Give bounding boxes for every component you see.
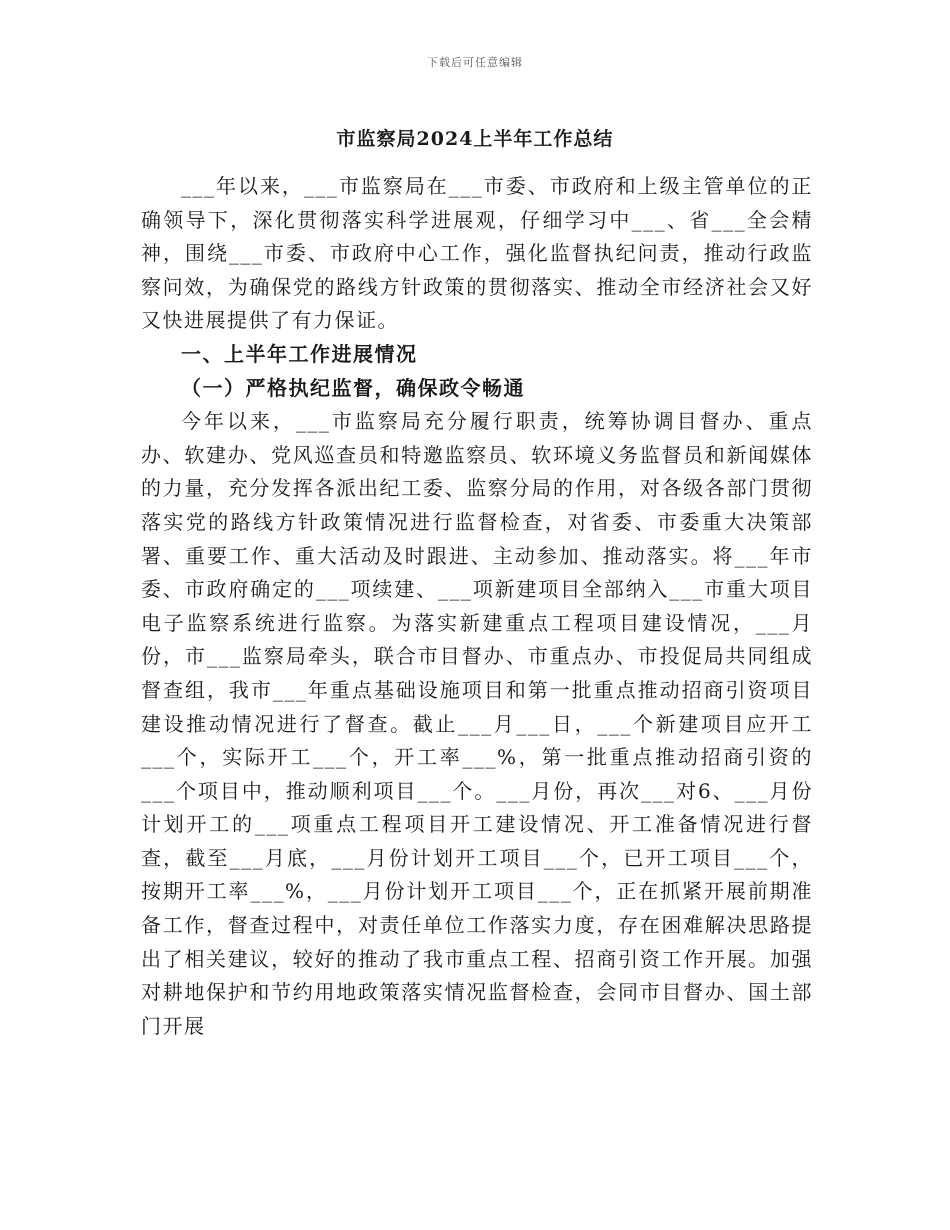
intro-paragraph: ___年以来，___市监察局在___市委、市政府和上级主管单位的正确领导下，深化贯彻落实科学进展观，仔细学习中___、省___全会精神，围绕___市委、市政府中心工作，强化监督执纪问责，推动行政监察问效，为确保党的路线方针政策的贯彻落实、推动全市经济社会又好又快进展提供了有力保证。 (141, 174, 813, 333)
body-paragraph: 今年以来，___市监察局充分履行职责，统筹协调目督办、重点办、软建办、党风巡查员和特邀监察员、软环境义务监督员和新闻媒体的力量，充分发挥各派出纪工委、监察分局的作用，对各级各部门贯彻落实党的路线方针政策情况进行监督检查，对省委、市委重大决策部署、重要工作、重大活动及时跟进、主动参加、推动落实。将___年市委、市政府确定的___项续建、___项新建项目全部纳入___市重大项目电子监察系统进行监察。为落实新建重点工程项目建设情况，___月份，市___监察局牵头，联合市目督办、市重点办、市投促局共同组成督查组，我市___年重点基础设施项目和第一批重点推动招商引资项目建设推动情况进行了督查。截止___月___日，___个新建项目应开工___个，实际开工___个，开工率___%，第一批重点推动招商引资的___个项目中，推动顺利项目___个。___月份，再次___对6、___月份计划开工的___项重点工程项目开工建设情况、开工准备情况进行督查，截至___月底，___月份计划开工项目___个，已开工项目___个，按期开工率___%，___月份计划开工项目___个，正在抓紧开展前期准备工作，督查过程中，对责任单位工作落实力度，存在困难解决思路提出了相关建议，较好的推动了我市重点工程、招商引资工作开展。加强对耕地保护和节约用地政策落实情况监督检查，会同市目督办、国土部门开展 (141, 409, 813, 1038)
document-body (141, 170, 813, 1043)
document-title: 市监察局2024上半年工作总结 (336, 128, 614, 150)
subsection-heading: （一）严格执纪监督，确保政令畅通 (181, 375, 525, 400)
section-heading: 一、上半年工作进展情况 (181, 341, 418, 366)
header-note: 下载后可任意编辑 (427, 56, 523, 69)
